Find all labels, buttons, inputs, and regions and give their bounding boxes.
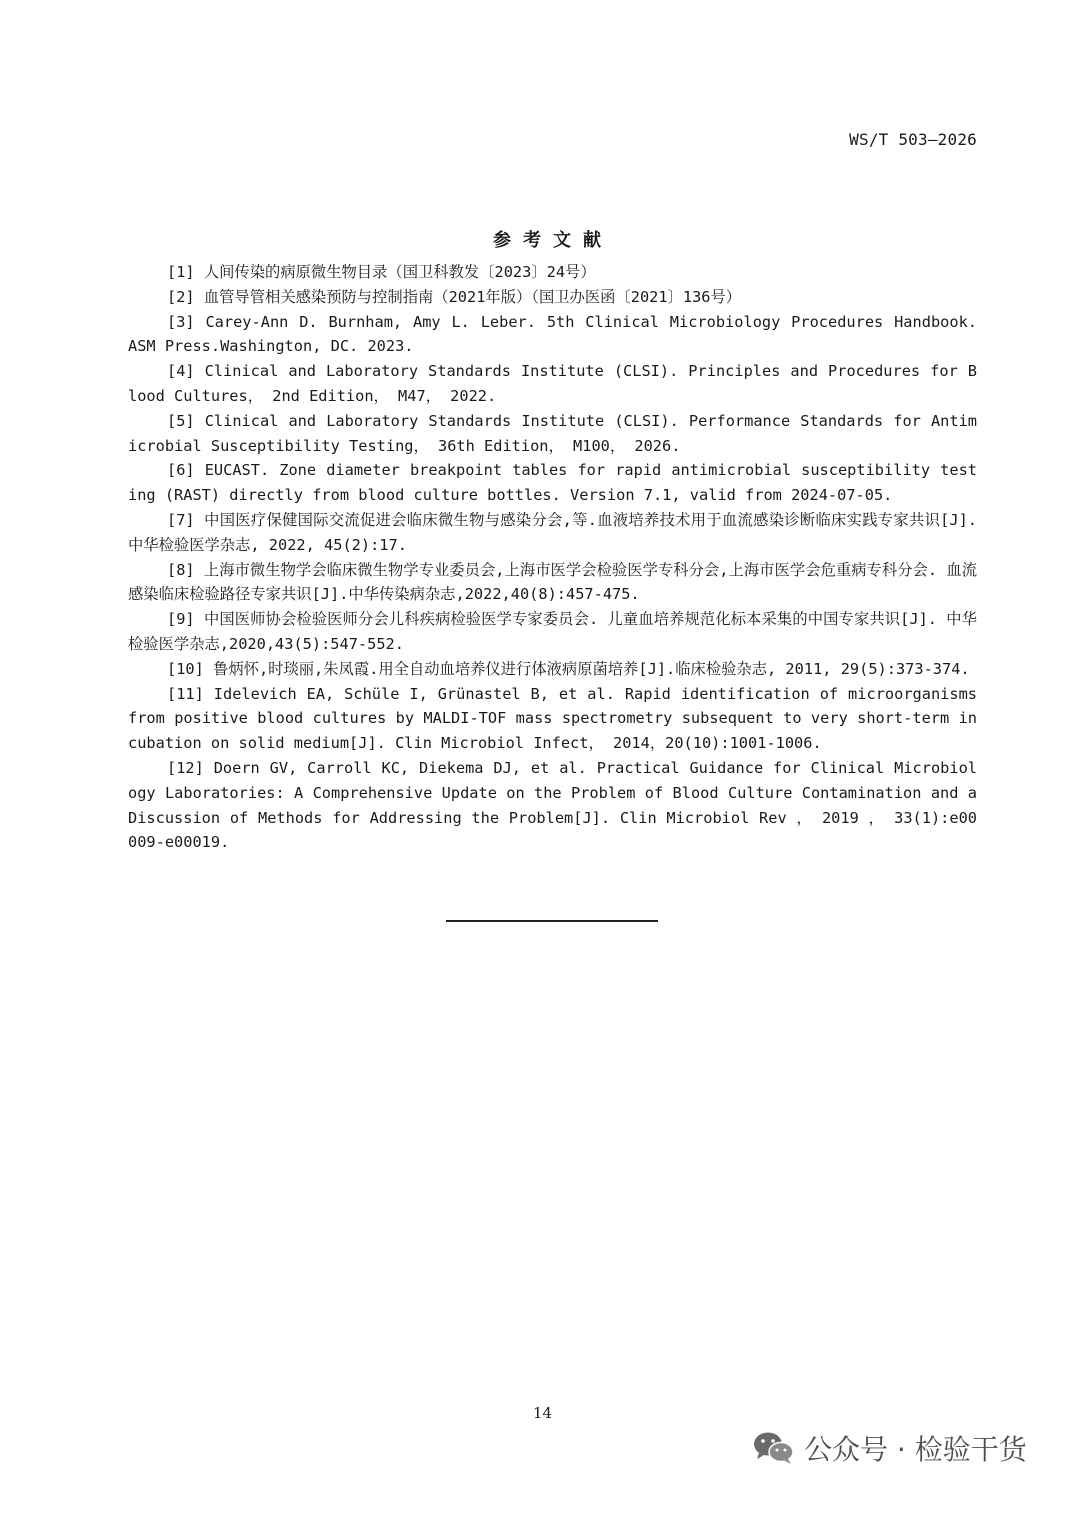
watermark-text: 公众号 · 检验干货 (804, 1433, 1027, 1466)
reference-item-9: [9] 中国医师协会检验医师分会儿科疾病检验医学专家委员会. 儿童血培养规范化标本采集的中国专家共识[J]. 中华检验医学杂志,2020,43(5):547-552. (128, 610, 977, 653)
reference-item-5: [5] Clinical and Laboratory Standards Institute (CLSI). Performance Standards for Antimicrobial Susceptibility Testing， 36th Edition， M100， 2026. (128, 411, 977, 455)
reference-item-1: [1] 人间传染的病原微生物目录（国卫科教发〔2023〕24号） (167, 263, 596, 281)
page-number: 14 (532, 1404, 553, 1422)
section-title: 参考文献 (493, 230, 613, 251)
reference-item-4: [4] Clinical and Laboratory Standards Institute (CLSI). Principles and Procedures for Blood Cultures， 2nd Edition， M47， 2022. (128, 362, 977, 405)
reference-item-12: [12] Doern GV, Carroll KC, Diekema DJ, et al. Practical Guidance for Clinical Microbiology Laboratories: A Comprehensive Update on the Problem of Blood Culture Contamination and a Discussion of Methods for Addressing the Problem[J]. Clin Microbiol Rev ， 2019 ， 33(1):e00009-e00019. (128, 758, 977, 852)
reference-item-6: [6] EUCAST. Zone diameter breakpoint tables for rapid antimicrobial susceptibility testing (RAST) directly from blood culture bottles. Version 7.1, valid from 2024-07-05. (128, 461, 977, 505)
reference-item-2: [2] 血管导管相关感染预防与控制指南（2021年版）（国卫办医函〔2021〕136号） (167, 287, 742, 306)
reference-item-10: [10] 鲁炳怀,时琰丽,朱凤霞.用全自动血培养仪进行体液病原菌培养[J].临床检验杂志, 2011, 29(5):373-374. (167, 659, 970, 678)
reference-item-8: [8] 上海市微生物学会临床微生物学专业委员会,上海市医学会检验医学专科分会,上海市医学会危重病专科分会. 血流感染临床检验路径专家共识[J].中华传染病杂志,2022,40(8):457-475. (128, 560, 977, 604)
reference-item-11: [11] Idelevich EA, Schüle I, Grünastel B, et al. Rapid identification of microorganisms from positive blood cultures by MALDI-TOF mass spectrometry subsequent to very short-term incubation on solid medium[J]. Clin Microbiol Infect， 2014，20(10):1001-1006. (128, 684, 977, 753)
reference-item-3: [3] Carey-Ann D. Burnham, Amy L. Leber. 5th Clinical Microbiology Procedures Handbook. ASM Press.Washington, DC. 2023. (128, 312, 977, 356)
reference-item-7: [7] 中国医疗保健国际交流促进会临床微生物与感染分会,等.血液培养技术用于血流感染诊断临床实践专家共识[J].中华检验医学杂志, 2022, 45(2):17. (128, 510, 977, 554)
standard-code: WS/T 503—2026 (849, 130, 977, 149)
end-rule (446, 920, 658, 922)
reference-list (128, 260, 977, 855)
watermark (752, 1428, 1027, 1468)
wechat-icon (752, 1430, 796, 1466)
